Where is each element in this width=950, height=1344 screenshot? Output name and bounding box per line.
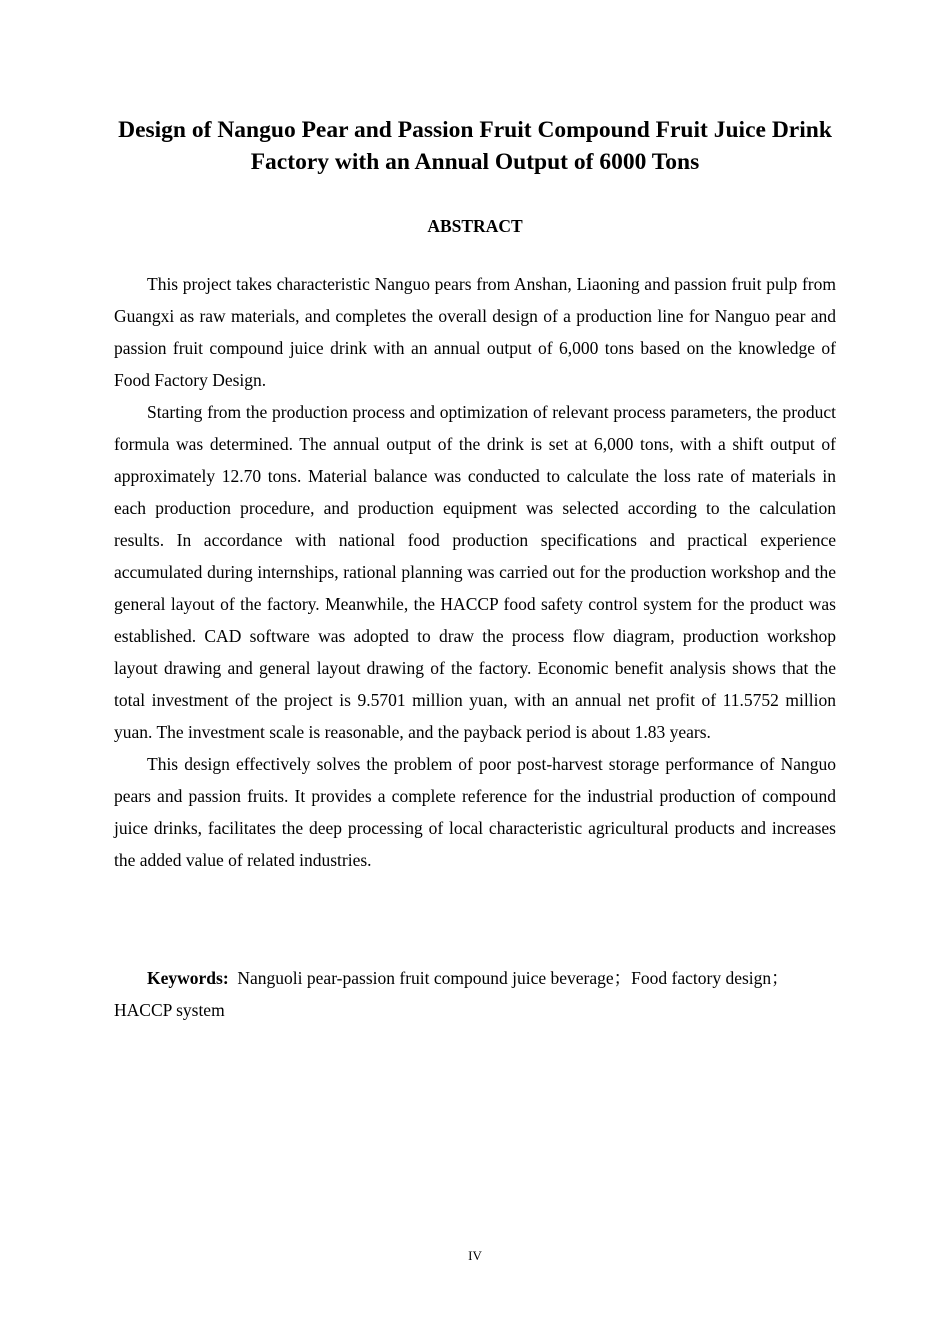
abstract-heading: ABSTRACT <box>427 216 523 236</box>
page-number: IV <box>468 1248 482 1263</box>
keywords-text: Nanguoli pear-passion fruit compound juice beverage；Food factory design；HACCP system <box>114 968 789 1020</box>
abstract-paragraph-1: This project takes characteristic Nanguo pears from Anshan, Liaoning and passion fruit pulp from Guangxi as raw materials, and completes the overall design of a production line for Nanguo pear and passion fruit compound juice drink with an annual output of 6,000 tons based on the knowledge of Food Factory Design. <box>114 274 836 390</box>
document-title: Design of Nanguo Pear and Passion Fruit Compound Fruit Juice Drink Factory with an Annual Output of 6000 Tons <box>118 117 832 175</box>
keywords-line <box>114 962 804 1026</box>
abstract-paragraph-2: Starting from the production process and optimization of relevant process parameters, the product formula was determined. The annual output of the drink is set at 6,000 tons, with a shift output of approximately 12.70 tons. Material balance was conducted to calculate the loss rate of materials in each production procedure, and production equipment was selected according to the calculation results. In accordance with national food production specifications and practical experience accumulated during internships, rational planning was carried out for the production workshop and the general layout of the factory. Meanwhile, the HACCP food safety control system for the product was established. CAD software was adopted to draw the process flow diagram, production workshop layout drawing and general layout drawing of the factory. Economic benefit analysis shows that the total investment of the project is 9.5701 million yuan, with an annual net profit of 11.5752 million yuan. The investment scale is reasonable, and the payback period is about 1.83 years. <box>114 402 836 742</box>
abstract-body <box>114 268 836 876</box>
keywords-label: Keywords: <box>147 968 229 988</box>
abstract-paragraph-3: This design effectively solves the problem of poor post-harvest storage performance of Nanguo pears and passion fruits. It provides a complete reference for the industrial production of compound juice drinks, facilitates the deep processing of local characteristic agricultural products and increases the added value of related industries. <box>114 754 836 870</box>
